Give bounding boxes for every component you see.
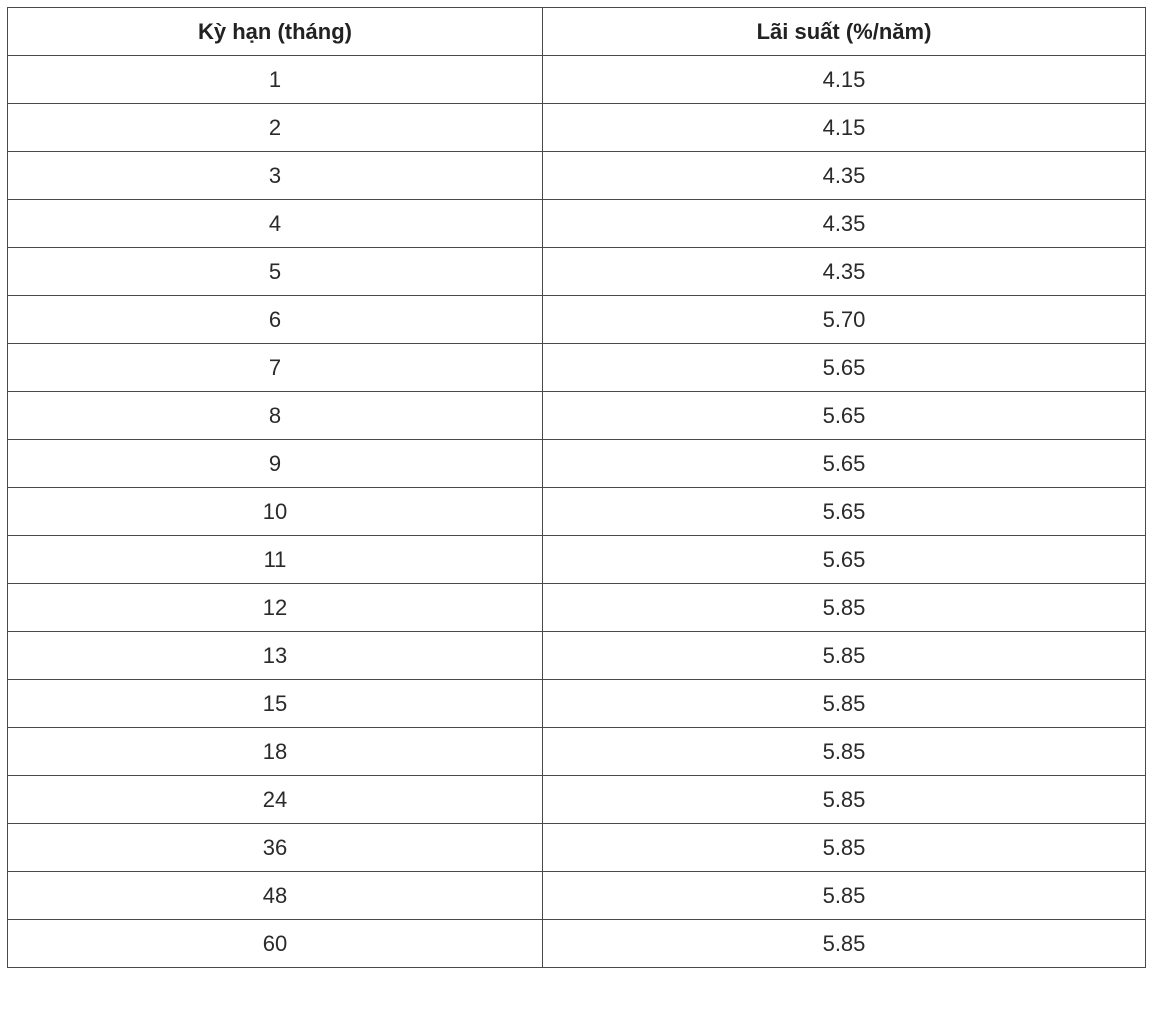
interest-rate-cell: 5.85: [543, 824, 1146, 872]
table-row: [8, 104, 1146, 152]
interest-rate-cell: 5.65: [543, 344, 1146, 392]
interest-rate-table: [7, 7, 1146, 968]
term-months-cell: 8: [8, 392, 543, 440]
interest-rate-cell: 5.85: [543, 632, 1146, 680]
table-row: [8, 584, 1146, 632]
table-row: [8, 200, 1146, 248]
table-row: [8, 440, 1146, 488]
interest-rate-cell: 5.65: [543, 392, 1146, 440]
term-months-cell: 6: [8, 296, 543, 344]
term-months-cell: 2: [8, 104, 543, 152]
term-months-cell: 3: [8, 152, 543, 200]
table-row: [8, 728, 1146, 776]
interest-rate-cell: 5.65: [543, 440, 1146, 488]
interest-rate-cell: 4.15: [543, 56, 1146, 104]
term-months-cell: 11: [8, 536, 543, 584]
interest-rate-cell: 4.35: [543, 200, 1146, 248]
term-months-cell: 60: [8, 920, 543, 968]
table-row: [8, 488, 1146, 536]
term-months-cell: 5: [8, 248, 543, 296]
table-row: [8, 872, 1146, 920]
table-row: [8, 344, 1146, 392]
table-row: [8, 632, 1146, 680]
table-body: [8, 56, 1146, 968]
table-row: [8, 680, 1146, 728]
term-months-cell: 10: [8, 488, 543, 536]
term-months-cell: 18: [8, 728, 543, 776]
table-row: [8, 824, 1146, 872]
header-interest-rate: Lãi suất (%/năm): [543, 8, 1146, 56]
interest-rate-cell: 5.85: [543, 728, 1146, 776]
interest-rate-cell: 4.15: [543, 104, 1146, 152]
interest-rate-cell: 5.85: [543, 920, 1146, 968]
interest-rate-cell: 5.85: [543, 584, 1146, 632]
term-months-cell: 36: [8, 824, 543, 872]
interest-rate-cell: 4.35: [543, 152, 1146, 200]
term-months-cell: 9: [8, 440, 543, 488]
term-months-cell: 15: [8, 680, 543, 728]
interest-rate-cell: 5.65: [543, 536, 1146, 584]
term-months-cell: 1: [8, 56, 543, 104]
table-row: [8, 248, 1146, 296]
interest-rate-cell: 5.85: [543, 680, 1146, 728]
table-row: [8, 152, 1146, 200]
header-term-months: Kỳ hạn (tháng): [8, 8, 543, 56]
interest-rate-cell: 5.85: [543, 872, 1146, 920]
term-months-cell: 48: [8, 872, 543, 920]
table-row: [8, 56, 1146, 104]
interest-rate-cell: 5.70: [543, 296, 1146, 344]
table-row: [8, 296, 1146, 344]
interest-rate-cell: 4.35: [543, 248, 1146, 296]
term-months-cell: 7: [8, 344, 543, 392]
interest-rate-table-container: [7, 7, 1146, 968]
term-months-cell: 12: [8, 584, 543, 632]
term-months-cell: 13: [8, 632, 543, 680]
term-months-cell: 24: [8, 776, 543, 824]
table-row: [8, 776, 1146, 824]
table-row: [8, 392, 1146, 440]
term-months-cell: 4: [8, 200, 543, 248]
header-row: [8, 8, 1146, 56]
interest-rate-cell: 5.65: [543, 488, 1146, 536]
interest-rate-cell: 5.85: [543, 776, 1146, 824]
table-row: [8, 536, 1146, 584]
table-header: [8, 8, 1146, 56]
table-row: [8, 920, 1146, 968]
